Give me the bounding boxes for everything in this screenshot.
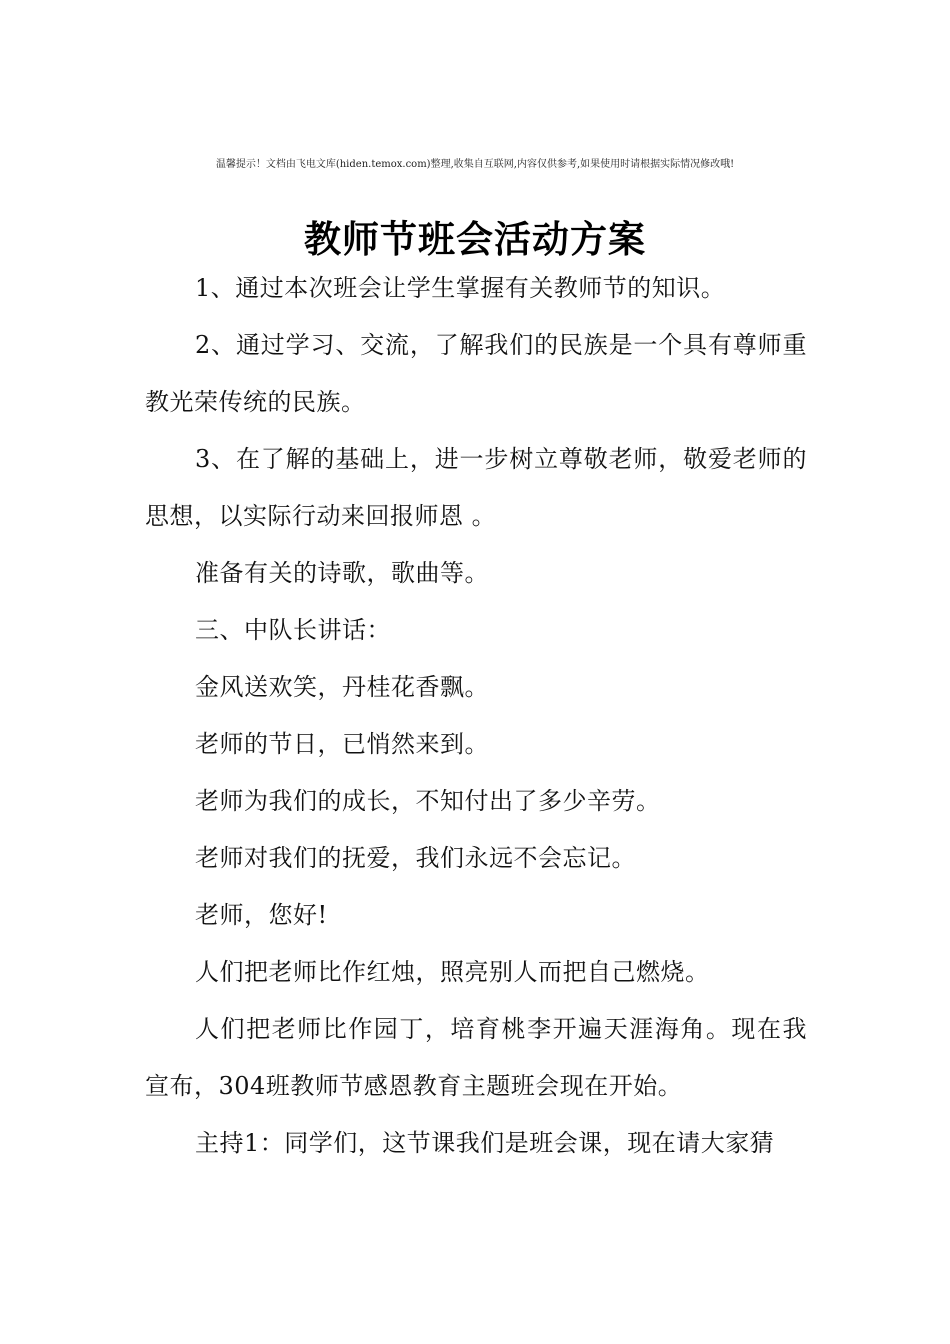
- paragraph: 人们把老师比作园丁，培育桃李开遍天涯海角。现在我宣布，304班教师节感恩教育主题班会现在开始。: [145, 1015, 807, 1100]
- document-title: 教师节班会活动方案: [304, 216, 646, 261]
- document-body: [145, 260, 807, 1172]
- paragraph: 金风送欢笑，丹桂花香飘。: [195, 673, 489, 701]
- paragraph: 老师为我们的成长，不知付出了多少辛劳。: [195, 787, 661, 815]
- paragraph: 3、在了解的基础上，进一步树立尊敬老师，敬爱老师的思想，以实际行动来回报师恩 。: [145, 445, 807, 530]
- paragraph: 1、通过本次班会让学生掌握有关教师节的知识。: [195, 274, 726, 302]
- paragraph: 老师的节日，已悄然来到。: [195, 730, 489, 758]
- paragraph: 准备有关的诗歌，歌曲等。: [195, 559, 489, 587]
- paragraph: 老师对我们的抚爱，我们永远不会忘记。: [195, 844, 636, 872]
- paragraph: 人们把老师比作红烛，照亮别人而把自己燃烧。: [195, 958, 710, 986]
- header-note: 温馨提示！文档由飞电文库(hiden.temox.com)整理,收集自互联网,内容仅供参考,如果使用时请根据实际情况修改哦!: [215, 159, 735, 170]
- paragraph: 三、中队长讲话：: [195, 616, 391, 644]
- paragraph: 2、通过学习、交流，了解我们的民族是一个具有尊师重教光荣传统的民族。: [145, 331, 807, 416]
- paragraph: 主持1：同学们，这节课我们是班会课，现在请大家猜: [195, 1129, 775, 1157]
- paragraph: 老师，您好!: [195, 901, 328, 929]
